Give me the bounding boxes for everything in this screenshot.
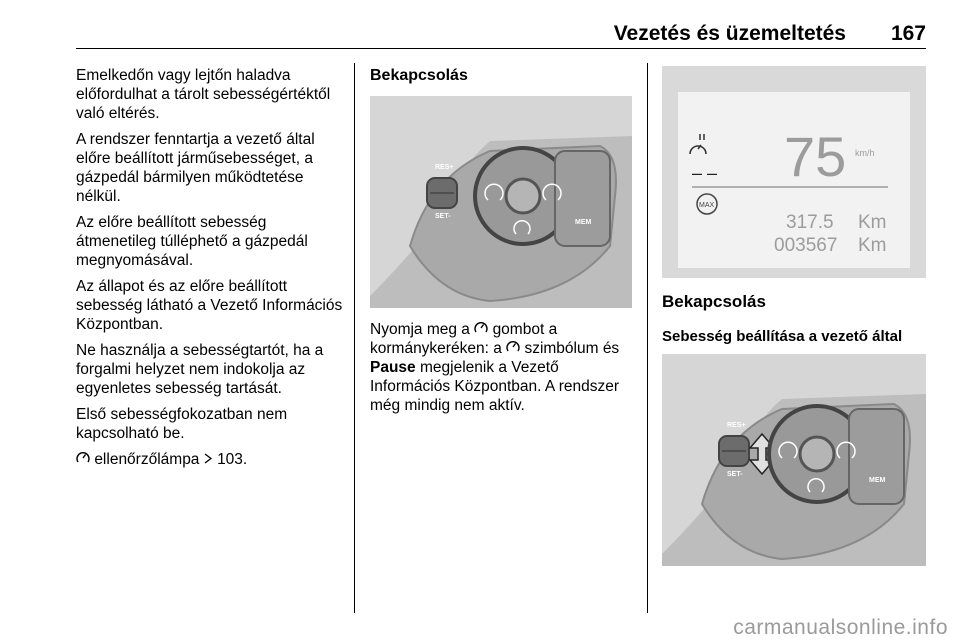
max-label: MAX bbox=[699, 202, 715, 209]
paragraph: A rendszer fenntartja a vezető által előre beállított járműsebességet, a gázpedál bármilyen működtetése nélkül. bbox=[76, 131, 315, 205]
cruise-control-icon bbox=[506, 339, 520, 358]
trip-unit: Km bbox=[858, 212, 887, 233]
cruise-control-icon bbox=[474, 320, 488, 339]
column-divider-2 bbox=[647, 63, 648, 613]
indicator-label: ellenőrzőlámpa bbox=[94, 451, 200, 468]
set-label: SET- bbox=[727, 471, 743, 478]
set-speed-value: 75 bbox=[784, 125, 847, 188]
paragraph: Az állapot és az előre beállított sebesség látható a Vezető Információs Központban. bbox=[76, 278, 343, 333]
column-2 bbox=[370, 66, 634, 97]
watermark: carmanualsonline.info bbox=[733, 616, 948, 639]
set-label: SET- bbox=[435, 213, 451, 220]
speed-dashes: – – bbox=[692, 163, 718, 183]
mem-label: MEM bbox=[869, 477, 886, 484]
page-reference-link[interactable]: 103. bbox=[217, 451, 248, 468]
heading-bekapcsolas-2: Bekapcsolás bbox=[662, 292, 766, 311]
subheading-speed-setting: Sebesség beállítása a vezető által bbox=[662, 328, 903, 345]
paragraph: Emelkedőn vagy lejtőn haladva előfordulhat a tárolt sebességértéktől való eltérés. bbox=[76, 67, 331, 122]
page-header bbox=[76, 14, 926, 49]
page-number: 167 bbox=[890, 22, 926, 45]
column-2-text bbox=[370, 320, 634, 415]
odometer-unit: Km bbox=[858, 235, 887, 256]
speed-unit: km/h bbox=[855, 148, 875, 158]
steering-wheel-controls-image bbox=[370, 96, 632, 308]
page-ref-arrow-icon bbox=[204, 451, 217, 468]
cruise-control-icon bbox=[76, 450, 90, 469]
trip-value: 317.5 bbox=[786, 212, 834, 233]
column-divider-1 bbox=[354, 63, 355, 613]
mem-label: MEM bbox=[575, 219, 592, 226]
driver-info-display-image bbox=[662, 66, 926, 278]
paragraph bbox=[76, 450, 348, 469]
pause-term: Pause bbox=[370, 359, 416, 376]
section-title: Vezetés és üzemeltetés bbox=[613, 22, 846, 45]
paragraph: Nyomja meg a gombot a kormánykeréken: a szimbólum és Pause megjelenik a Vezető Információs Központban. A rendszer még mindig nem aktív. bbox=[370, 321, 620, 414]
res-label: RES+ bbox=[435, 164, 454, 171]
steering-wheel-set-image bbox=[662, 354, 926, 566]
column-1 bbox=[76, 66, 348, 476]
res-label: RES+ bbox=[727, 422, 746, 429]
odometer-value: 003567 bbox=[774, 235, 838, 256]
paragraph: Első sebességfokozatban nem kapcsolható be. bbox=[76, 406, 288, 442]
heading-bekapcsolas: Bekapcsolás bbox=[370, 67, 468, 84]
paragraph: Az előre beállított sebesség átmenetileg túlléphető a gázpedál megnyomásával. bbox=[76, 214, 308, 269]
paragraph: Ne használja a sebességtartót, ha a forgalmi helyzet nem indokolja az egyenletes sebesség tartását. bbox=[76, 342, 324, 397]
